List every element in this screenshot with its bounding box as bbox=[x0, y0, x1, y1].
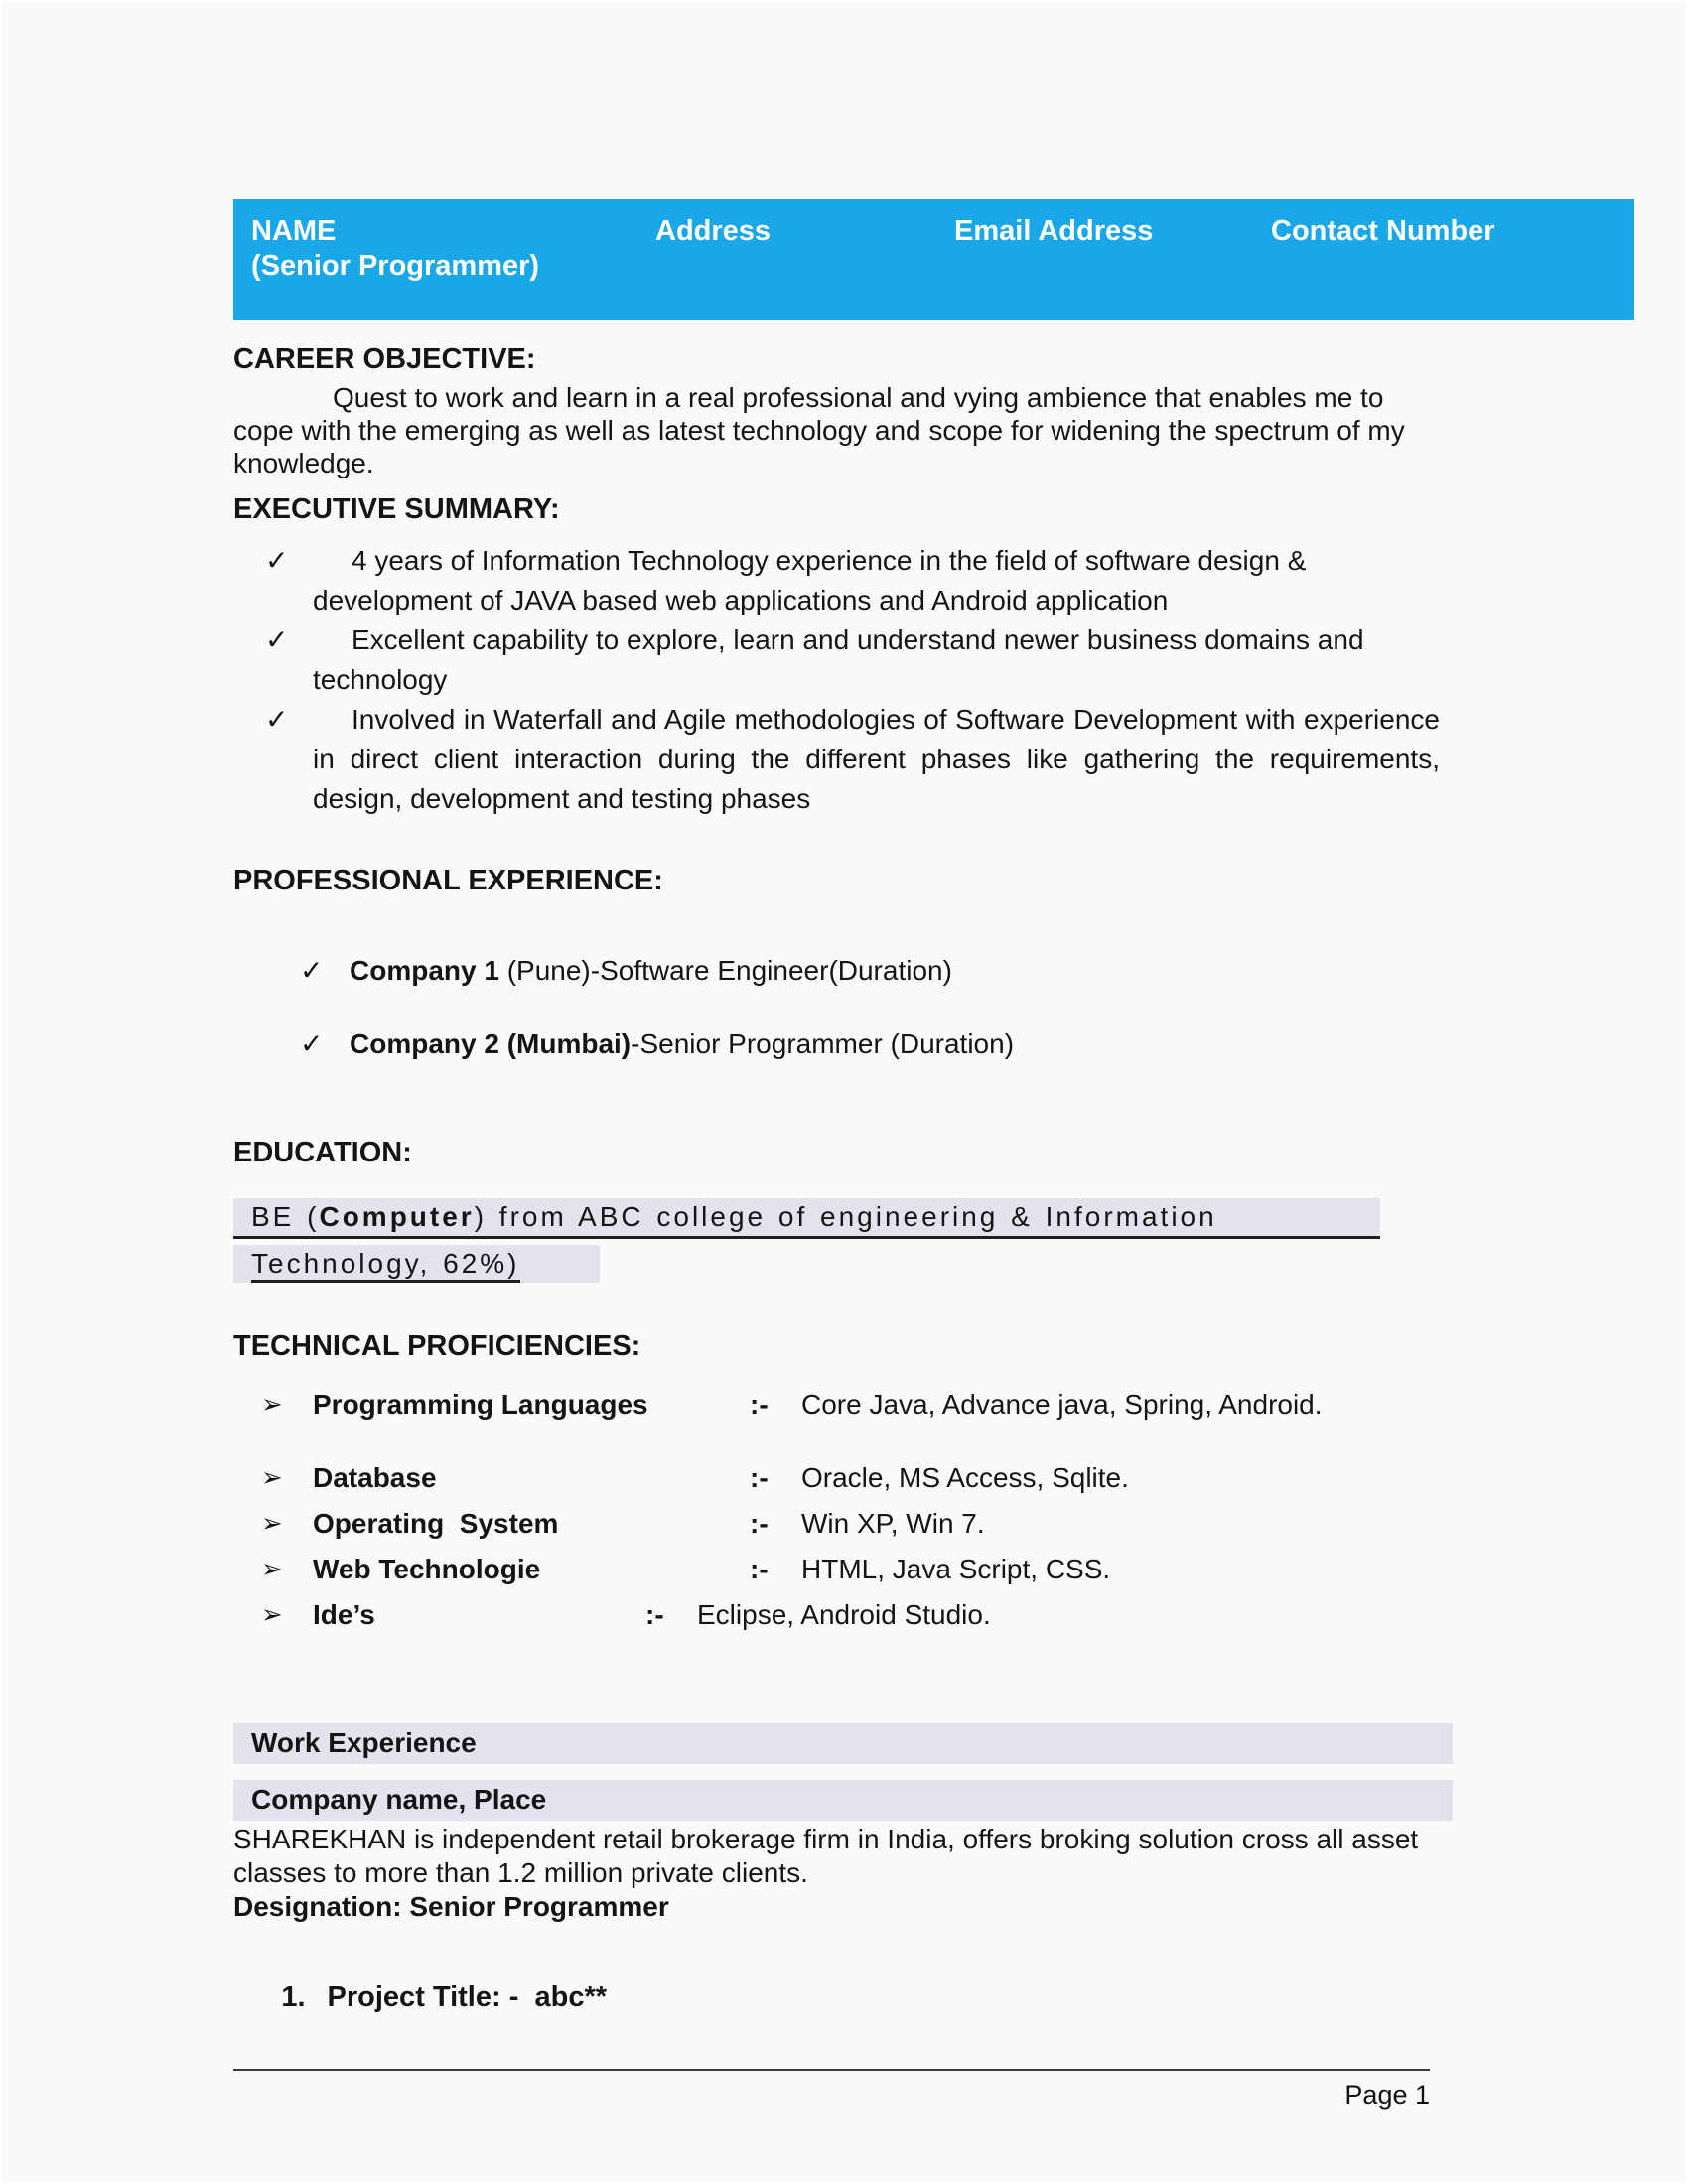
table-row bbox=[233, 1598, 1440, 1632]
project-title-line bbox=[233, 1944, 1440, 2051]
header-address-label: Address bbox=[655, 215, 772, 247]
page-content bbox=[233, 0, 1495, 2112]
list-item bbox=[233, 541, 1440, 620]
table-row bbox=[233, 1388, 1440, 1422]
education-degree-line2 bbox=[233, 1245, 600, 1283]
candidate-name: NAME bbox=[251, 215, 337, 247]
tech-label: Database bbox=[313, 1462, 437, 1493]
company-name: Company 2 (Mumbai) bbox=[350, 1028, 632, 1059]
career-objective-heading: CAREER OBJECTIVE: bbox=[233, 343, 536, 375]
contact-header bbox=[233, 199, 1634, 320]
summary-bullet-text: Excellent capability to explore, learn and understand newer business domains and technology bbox=[313, 624, 1364, 695]
executive-summary-list bbox=[233, 541, 1440, 819]
tech-separator: :- bbox=[750, 1508, 769, 1539]
degree-line2-text: Technology, 62%) bbox=[251, 1248, 520, 1283]
tech-separator: :- bbox=[750, 1462, 769, 1493]
table-row bbox=[233, 1553, 1440, 1586]
arrow-icon: ➢ bbox=[261, 1599, 283, 1629]
degree-rest: ) from ABC college of engineering & Information bbox=[474, 1201, 1217, 1232]
tech-value: Core Java, Advance java, Spring, Android. bbox=[801, 1389, 1323, 1420]
company-name-heading: Company name, Place bbox=[233, 1780, 1453, 1821]
career-objective-text: Quest to work and learn in a real professional and vying ambience that enables me to cope with the emerging as well as latest technology and scope for widening the spectrum of my knowledge. bbox=[233, 382, 1405, 478]
summary-bullet-text: Involved in Waterfall and Agile methodologies of Software Development with experience in direct client interaction during the different phases like gathering the requirements, design, development and testing phases bbox=[313, 704, 1440, 814]
list-item bbox=[233, 620, 1440, 700]
company-name: Company 1 bbox=[350, 955, 499, 986]
executive-summary-heading: EXECUTIVE SUMMARY: bbox=[233, 493, 560, 525]
tech-value: HTML, Java Script, CSS. bbox=[801, 1554, 1111, 1584]
list-item bbox=[233, 954, 1440, 988]
project-title: Project Title: - abc** bbox=[327, 1981, 608, 2013]
page-number: Page 1 bbox=[1344, 2080, 1430, 2110]
tech-value: Eclipse, Android Studio. bbox=[697, 1599, 991, 1630]
professional-experience-heading: PROFESSIONAL EXPERIENCE: bbox=[233, 865, 663, 896]
tech-separator: :- bbox=[645, 1599, 664, 1630]
header-email-label: Email Address bbox=[954, 215, 1154, 247]
tech-label: Web Technologie bbox=[313, 1554, 541, 1584]
table-row bbox=[233, 1507, 1440, 1541]
check-icon: ✓ bbox=[265, 624, 289, 655]
check-icon: ✓ bbox=[265, 704, 289, 735]
tech-value: Win XP, Win 7. bbox=[801, 1508, 985, 1539]
education-degree-line1 bbox=[233, 1198, 1380, 1239]
arrow-icon: ➢ bbox=[261, 1554, 283, 1583]
tech-label: Operating System bbox=[313, 1508, 559, 1539]
check-icon: ✓ bbox=[300, 1028, 324, 1059]
candidate-role: (Senior Programmer) bbox=[251, 250, 540, 282]
project-number: 1. bbox=[281, 1981, 306, 2013]
header-contact-label: Contact Number bbox=[1271, 215, 1495, 247]
company-detail: (Pune)-Software Engineer(Duration) bbox=[498, 955, 952, 986]
designation-line: Designation: Senior Programmer bbox=[233, 1891, 669, 1922]
tech-value: Oracle, MS Access, Sqlite. bbox=[801, 1462, 1129, 1493]
tech-label: Ide’s bbox=[313, 1599, 375, 1630]
technical-proficiencies-heading: TECHNICAL PROFICIENCIES: bbox=[233, 1330, 641, 1362]
technical-proficiencies-list bbox=[233, 1388, 1440, 1632]
company-detail: -Senior Programmer (Duration) bbox=[631, 1028, 1015, 1059]
arrow-icon: ➢ bbox=[261, 1389, 283, 1419]
list-item bbox=[233, 700, 1440, 819]
tech-separator: :- bbox=[750, 1389, 769, 1420]
check-icon: ✓ bbox=[265, 545, 289, 576]
education-heading: EDUCATION: bbox=[233, 1137, 412, 1168]
education-degree bbox=[233, 1198, 1440, 1283]
check-icon: ✓ bbox=[300, 955, 324, 986]
tech-separator: :- bbox=[750, 1554, 769, 1584]
footer-divider bbox=[233, 2069, 1430, 2071]
list-item bbox=[233, 1027, 1440, 1061]
arrow-icon: ➢ bbox=[261, 1508, 283, 1538]
arrow-icon: ➢ bbox=[261, 1462, 283, 1492]
degree-major: Computer bbox=[319, 1201, 475, 1232]
work-experience-heading: Work Experience bbox=[233, 1723, 1453, 1764]
table-row bbox=[233, 1461, 1440, 1495]
tech-label: Programming Languages bbox=[313, 1389, 648, 1420]
company-description: SHAREKHAN is independent retail brokerage firm in India, offers broking solution cross all asset classes to more than 1.2 million private clients. bbox=[233, 1824, 1419, 1888]
header-name-block bbox=[251, 214, 655, 284]
degree-prefix: BE ( bbox=[251, 1201, 320, 1232]
summary-bullet-text: 4 years of Information Technology experience in the field of software design & development of JAVA based web applications and Android application bbox=[313, 545, 1307, 615]
